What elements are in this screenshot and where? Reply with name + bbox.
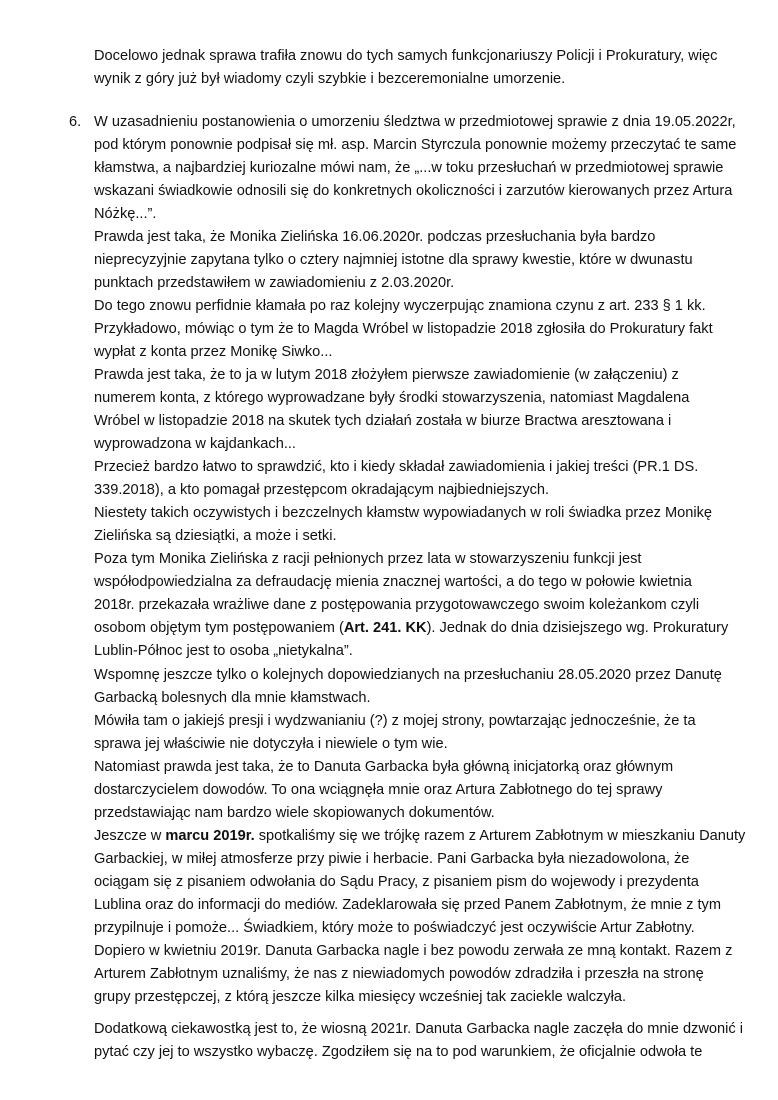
text-line: Garbackiej, w miłej atmosferze przy piwie i herbacie. Pani Garbacka była niezadowolona, że — [94, 851, 690, 867]
text-line: Nóżkę...”. — [94, 206, 157, 222]
text-line: W uzasadnieniu postanowienia o umorzeniu śledztwa w przedmiotowej sprawie z dnia 19.05.2022r, — [94, 114, 736, 130]
text-line: grupy przestępczej, z którą jeszcze kilka miesięcy wcześniej tak zaciekle walczyła. — [94, 989, 627, 1005]
text-line: Dopiero w kwietniu 2019r. Danuta Garbacka nagle i bez powodu zerwała ze mną kontakt. Razem z — [94, 943, 733, 959]
text-line: Mówiła tam o jakiejś presji i wydzwanianiu (?) z mojej strony, powtarzając jednocześnie, że ta — [94, 713, 696, 729]
text-run: osobom objętym tym postępowaniem ( — [94, 620, 344, 636]
text-line-with-bold — [94, 617, 754, 640]
text-line: Prawda jest taka, że Monika Zielińska 16.06.2020r. podczas przesłuchania była bardzo — [94, 229, 656, 245]
text-line: numerem konta, z którego wyprowadzane były środki stowarzyszenia, natomiast Magdalena — [94, 390, 690, 406]
text-line: nieprecyzyjnie zapytana tylko o cztery najmniej istotne dla sprawy kwestie, które w dwunastu — [94, 252, 693, 268]
text-line: wypłat z konta przez Monikę Siwko... — [94, 344, 333, 360]
text-line: 2018r. przekazała wrażliwe dane z postępowania przygotowawczego swoim koleżankom czyli — [94, 597, 700, 613]
bold-date: marcu 2019r. — [165, 828, 255, 844]
text-line: Arturem Zabłotnym uznaliśmy, że nas z niewiadomych powodów zdradziła i przeszła na stronę — [94, 966, 704, 982]
text-run: Jeszcze w — [94, 828, 166, 844]
text-run: ). Jednak do dnia dzisiejszego wg. Prokuratury — [426, 620, 729, 636]
text-line: pod którym ponownie podpisał się mł. asp. Marcin Styrczula ponownie możemy przeczytać te same — [94, 137, 737, 153]
text-line: 339.2018), a kto pomagał przestępcom okradającym najbiedniejszych. — [94, 482, 550, 498]
text-line: Lublina oraz do informacji do mediów. Zadeklarowała się przed Panem Zabłotnym, że mnie z tym — [94, 897, 722, 913]
text-line: Garbacką bolesnych dla mnie kłamstwach. — [94, 690, 371, 706]
text-line: Przykładowo, mówiąc o tym że to Magda Wróbel w listopadzie 2018 zgłosiła do Prokuratury fakt — [94, 321, 713, 337]
text-line: współodpowiedzialna za defraudację mienia znacznej wartości, a do tego w połowie kwietnia — [94, 574, 692, 590]
text-line: Docelowo jednak sprawa trafiła znowu do tych samych funkcjonariuszy Policji i Prokuratury, więc — [94, 48, 718, 64]
intro-paragraph — [94, 45, 754, 91]
text-line: Poza tym Monika Zielińska z racji pełnionych przez lata w stowarzyszeniu funkcji jest — [94, 551, 642, 567]
text-line: dostarczycielem dowodów. To ona wciągnęła mnie oraz Artura Zabłotnego do tej sprawy — [94, 782, 663, 798]
text-line: pytać czy jej to wszystko wybaczę. Zgodziłem się na to pod warunkiem, że oficjalnie odwoła te — [94, 1044, 703, 1060]
text-line: wyprowadzona w kajdankach... — [94, 436, 296, 452]
garbacka-paragraph — [94, 664, 754, 1009]
text-line: przedstawiając nam bardzo wiele skopiowanych dokumentów. — [94, 805, 495, 821]
text-line: ociągam się z pisaniem odwołania do Sądu Pracy, z pisaniem pism do wojewody i prezydenta — [94, 874, 699, 890]
text-line: Dodatkową ciekawostką jest to, że wiosną 2021r. Danuta Garbacka nagle zaczęła do mnie dzwonić i — [94, 1021, 743, 1037]
text-line: kłamstwa, a najbardziej kuriozalne mówi nam, że „...w toku przesłuchań w przedmiotowej sprawie — [94, 160, 724, 176]
text-run: spotkaliśmy się we trójkę razem z Arturem Zabłotnym w mieszkaniu Danuty — [254, 828, 746, 844]
spring-paragraph — [94, 1018, 754, 1064]
item-6-paragraph — [94, 111, 754, 663]
text-line: Wspomnę jeszcze tylko o kolejnych dopowiedzianych na przesłuchaniu 28.05.2020 przez Danutę — [94, 667, 722, 683]
text-line-with-bold — [94, 825, 754, 848]
text-line: przypilnuje i pomoże... Świadkiem, który może to poświadczyć jest oczywiście Artur Zabłotny. — [94, 920, 695, 936]
text-line: Wróbel w listopadzie 2018 na skutek tych działań została w biurze Bractwa aresztowana i — [94, 413, 672, 429]
text-line: Zielińska są dziesiątki, a może i setki. — [94, 528, 337, 544]
text-line: wskazani świadkowie odnosili się do konkretnych okoliczności i zarzutów kierowanych przez Artura — [94, 183, 733, 199]
bold-legal-reference: Art. 241. KK — [343, 620, 427, 636]
text-line: Prawda jest taka, że to ja w lutym 2018 złożyłem pierwsze zawiadomienie (w załączeniu) z — [94, 367, 679, 383]
list-number: 6. — [69, 114, 82, 130]
text-line: sprawa jej właściwie nie dotyczyła i niewiele o tym wie. — [94, 736, 448, 752]
text-line: punktach przedstawiłem w zawiadomieniu z 2.03.2020r. — [94, 275, 455, 291]
text-line: Natomiast prawda jest taka, że to Danuta Garbacka była główną inicjatorką oraz głównym — [94, 759, 674, 775]
text-line: Lublin-Północ jest to osoba „nietykalna”. — [94, 643, 353, 659]
text-line: Niestety takich oczywistych i bezczelnych kłamstw wypowiadanych w roli świadka przez Monikę — [94, 505, 713, 521]
text-line: wynik z góry już był wiadomy czyli szybkie i bezceremonialne umorzenie. — [94, 71, 566, 87]
text-line: Przecież bardzo łatwo to sprawdzić, kto i kiedy składał zawiadomienia i jakiej treści (PR.1 DS. — [94, 459, 699, 475]
text-line: Do tego znowu perfidnie kłamała po raz kolejny wyczerpując znamiona czynu z art. 233 § 1 kk. — [94, 298, 706, 314]
